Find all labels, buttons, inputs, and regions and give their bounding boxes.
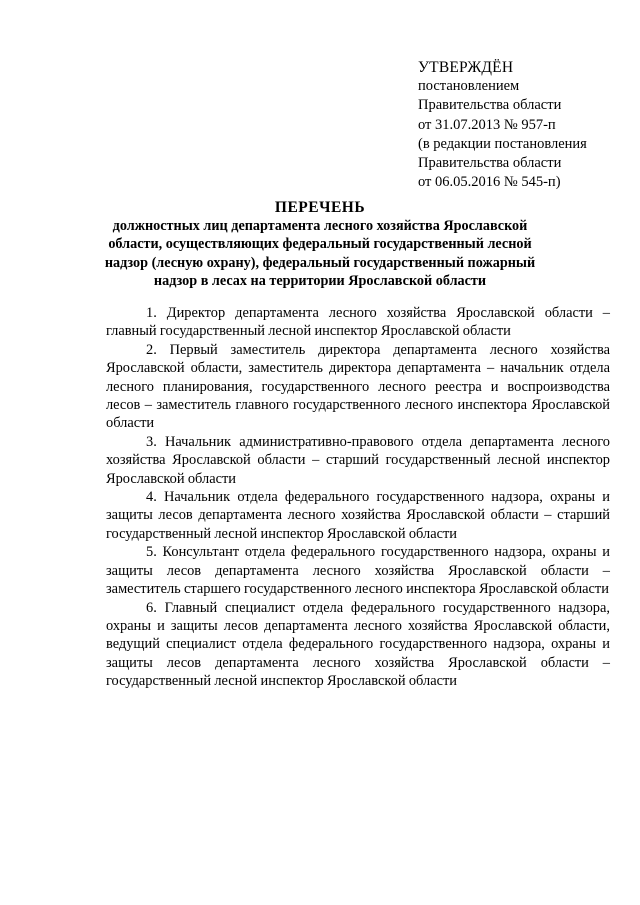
list-item: 6. Главный специалист отдела федерального государственного надзора, охраны и защиты лесов департамента лесного хозяйства Ярославской области, ведущий специалист отдела федерального государственного надзора, охраны и защиты лесов департамента лесного хозяйства Ярославской области – государственный лесной инспектор Ярославской области <box>106 599 610 690</box>
approval-line: от 31.07.2013 № 957-п <box>418 116 556 133</box>
list-item: 2. Первый заместитель директора департамента лесного хозяйства Ярославской области, заместитель директора департамента – начальник отдела лесного планирования, государственного лесного реестра и воспроизводства лесов – заместитель главного государственного лесного инспектора Ярославской области <box>106 341 610 432</box>
position-list <box>106 304 610 691</box>
document-title: ПЕРЕЧЕНЬ <box>274 199 366 216</box>
approval-line: постановлением <box>418 78 520 95</box>
document-title-block <box>100 198 540 291</box>
document-subtitle: должностных лиц департамента лесного хозяйства Ярославской области, осуществляющих федеральный государственный лесной надзор (лесную охрану), федеральный государственный пожарный надзор в лесах на территории Ярославской области <box>104 218 536 290</box>
approval-stamp <box>418 58 628 192</box>
approval-line: Правительства области <box>418 155 562 172</box>
approval-line: (в редакции постановления <box>418 135 587 152</box>
list-item: 1. Директор департамента лесного хозяйства Ярославской области – главный государственный лесной инспектор Ярославской области <box>106 305 610 340</box>
approval-heading: УТВЕРЖДЁН <box>418 59 514 76</box>
approval-line: от 06.05.2016 № 545-п) <box>418 174 561 191</box>
list-item: 5. Консультант отдела федерального государственного надзора, охраны и защиты лесов департамента лесного хозяйства Ярославской области – заместитель старшего государственного лесного инспектора Ярославской области <box>106 544 610 598</box>
approval-line: Правительства области <box>418 97 562 114</box>
list-item: 4. Начальник отдела федерального государственного надзора, охраны и защиты лесов департамента лесного хозяйства Ярославской области – старший государственный лесной инспектор Ярославской области <box>106 489 610 542</box>
list-item: 3. Начальник административно-правового отдела департамента лесного хозяйства Ярославской области – старший государственный лесной инспектор Ярославской области <box>106 433 610 487</box>
